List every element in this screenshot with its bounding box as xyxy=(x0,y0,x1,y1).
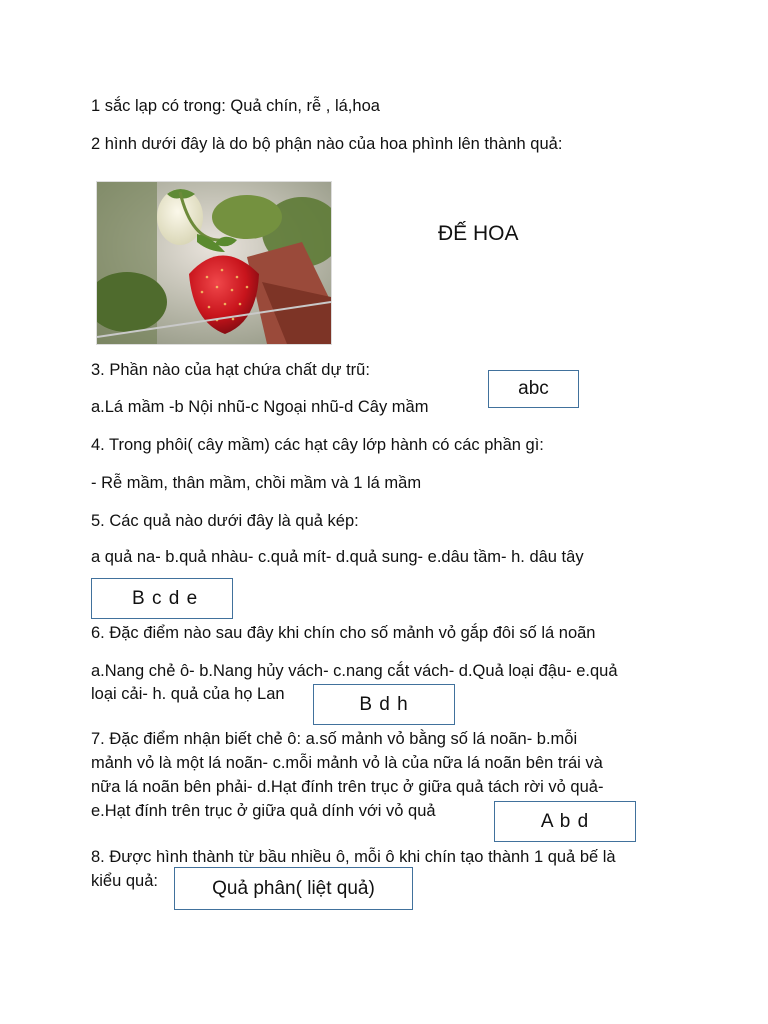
question-1: 1 sắc lạp có trong: Quả chín, rễ , lá,hoa xyxy=(91,97,380,115)
question-7-line-4: e.Hạt đính trên trục ở giữa quả dính với vỏ quả xyxy=(91,802,436,820)
question-4-answer: - Rễ mầm, thân mầm, chồi mầm và 1 lá mầm xyxy=(91,474,422,492)
answer-box-6[interactable]: B d h xyxy=(313,684,455,725)
question-3: 3. Phần nào của hạt chứa chất dự trũ: xyxy=(91,361,370,379)
question-6-options-2: loại cải- h. quả của họ Lan xyxy=(91,685,285,703)
question-5: 5. Các quả nào dưới đây là quả kép: xyxy=(91,512,359,530)
answer-box-3[interactable]: abc xyxy=(488,370,579,408)
question-5-options: a quả na- b.quả nhàu- c.quả mít- d.quả sung- e.dâu tầm- h. dâu tây xyxy=(91,548,584,566)
question-2: 2 hình dưới đây là do bộ phận nào của hoa phình lên thành quả: xyxy=(91,135,563,153)
answer-box-8[interactable]: Quả phân( liệt quả) xyxy=(174,867,413,910)
question-6-options-1: a.Nang chẻ ô- b.Nang hủy vách- c.nang cắt vách- d.Quả loại đậu- e.quả xyxy=(91,662,618,680)
question-8-line-1: 8. Được hình thành từ bầu nhiều ô, mỗi ô khi chín tạo thành 1 quả bế là xyxy=(91,848,616,866)
question-3-options: a.Lá mầm -b Nội nhũ-c Ngoại nhũ-d Cây mầm xyxy=(91,398,429,416)
question-7-line-2: mảnh vỏ là một lá noãn- c.mỗi mảnh vỏ là của nữa lá noãn bên trái và xyxy=(91,754,603,772)
question-6: 6. Đặc điểm nào sau đây khi chín cho số mảnh vỏ gắp đôi số lá noãn xyxy=(91,624,596,642)
answer-box-7[interactable]: A b d xyxy=(494,801,636,842)
question-7-line-3: nữa lá noãn bên phải- d.Hạt đính trên trục ở giữa quả tách rời vỏ quả- xyxy=(91,778,604,796)
answer-box-5[interactable]: B c d e xyxy=(91,578,233,619)
question-4: 4. Trong phôi( cây mầm) các hạt cây lớp hành có các phần gì: xyxy=(91,436,544,454)
question-2-answer: ĐẾ HOA xyxy=(438,222,519,245)
question-7-line-1: 7. Đặc điểm nhận biết chẻ ô: a.số mảnh vỏ bằng số lá noãn- b.mỗi xyxy=(91,730,578,748)
question-8-line-2: kiểu quả: xyxy=(91,872,158,890)
strawberry-photo-icon xyxy=(96,181,332,345)
